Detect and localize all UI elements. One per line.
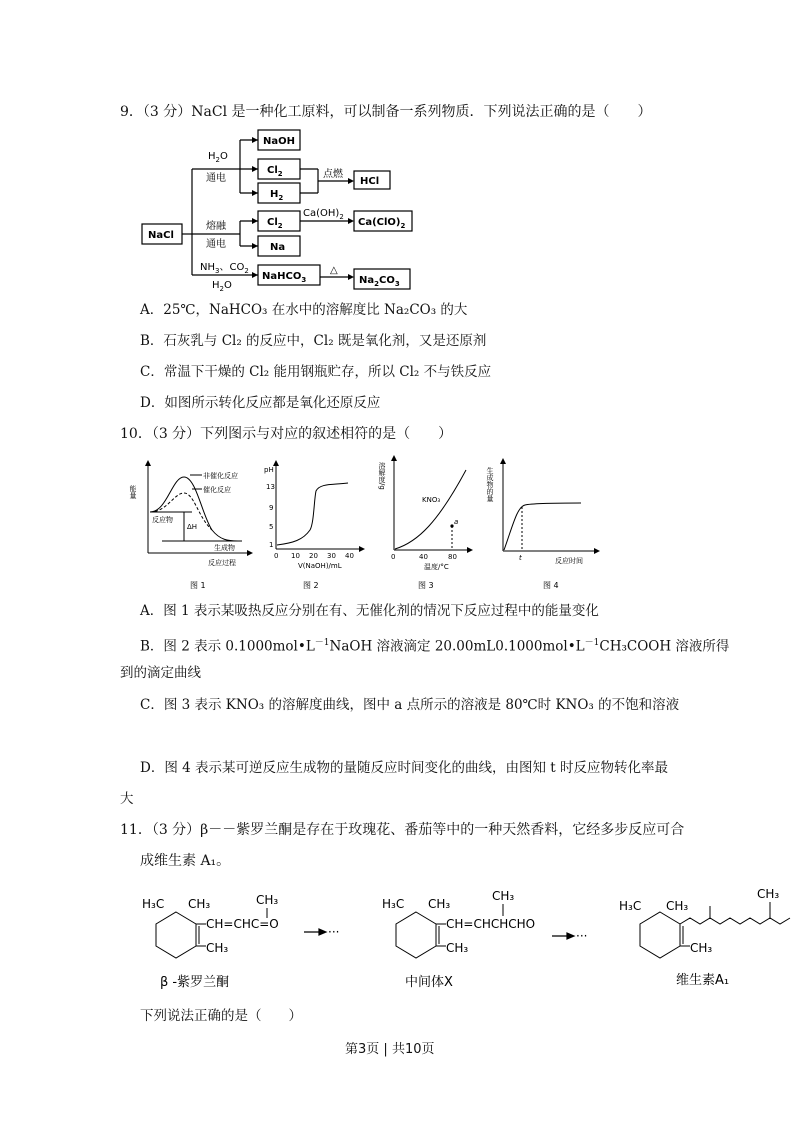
fig3-xtick-40: 40 xyxy=(419,553,428,561)
q9-option-d: D．如图所示转化反应都是氧化还原反应 xyxy=(140,395,381,411)
q10-option-b-line2: 到的滴定曲线 xyxy=(120,665,201,681)
q11-molecules xyxy=(130,880,793,990)
fig1-ylabel: 能量 xyxy=(129,485,137,499)
fig3 xyxy=(378,452,478,595)
fig1-reactant: 反应物 xyxy=(152,516,173,524)
fig4 xyxy=(485,455,600,595)
mol2-ring xyxy=(396,912,436,958)
q9-stem: 9．（3 分）NaCl 是一种化工原料，可以制备一系列物质．下列说法正确的是（ ） xyxy=(120,104,652,120)
caoh2-label: $Ca(OH)_2$ xyxy=(303,208,344,221)
delta-label: △ xyxy=(330,265,338,276)
na-label: Na xyxy=(270,242,286,253)
fig1-xlabel: 反应过程 xyxy=(208,559,236,567)
page-footer xyxy=(345,1038,435,1057)
mol2-ch3a: CH₃ xyxy=(428,897,451,911)
page-number: 第3页 xyxy=(345,1042,380,1057)
h2-label: $H_2$ xyxy=(270,189,284,202)
fig2-xtick-0: 0 xyxy=(274,552,279,560)
fig2-xtick-30: 30 xyxy=(327,552,336,560)
fig2 xyxy=(258,455,368,595)
nh3-co2-label: $NH_3$、$CO_2$ xyxy=(200,262,249,275)
arrow2-dots: ··· xyxy=(576,929,588,943)
q9-option-c: C．常温下干燥的 Cl₂ 能用钢瓶贮存，所以 Cl₂ 不与铁反应 xyxy=(140,364,492,380)
q10-stem: 10．（3 分）下列图示与对应的叙述相符的是（ ） xyxy=(120,426,453,442)
naoh-label: NaOH xyxy=(263,136,295,147)
caclo2-label: $Ca(ClO)_2$ xyxy=(358,217,406,230)
fig3-point: a xyxy=(454,518,459,526)
fig2-ylabel: pH xyxy=(264,466,274,474)
q9-diagram xyxy=(140,125,430,295)
nahco3-label: NaHCO$_3$ xyxy=(262,271,307,284)
fig4-caption: 图 4 xyxy=(543,581,559,590)
fig1-curve2: 催化反应 xyxy=(203,486,231,494)
fig2-xtick-40: 40 xyxy=(345,552,354,560)
tongdian-1-label: 通电 xyxy=(206,173,226,184)
mol2-h3c: H₃C xyxy=(382,897,405,911)
arrow1-dots: ··· xyxy=(328,925,340,939)
mol3-ring xyxy=(640,912,680,958)
mol1-ch3a: CH₃ xyxy=(188,897,211,911)
q11-stem-line2: 成维生素 A₁。 xyxy=(140,853,231,869)
fig1-curve1: 非催化反应 xyxy=(203,472,238,480)
tongdian-2-label: 通电 xyxy=(206,239,226,250)
fig1-caption: 图 1 xyxy=(190,581,206,590)
fig3-xtick-80: 80 xyxy=(448,553,457,561)
fig3-xtick-0: 0 xyxy=(391,553,396,561)
fig2-ytick-9: 9 xyxy=(269,504,274,512)
fig1 xyxy=(129,455,257,595)
q10-option-c: C．图 3 表示 KNO₃ 的溶解度曲线，图中 a 点所示的溶液是 80℃时 KNO₃ 的不饱和溶液 xyxy=(140,697,680,713)
fig3-caption: 图 3 xyxy=(418,581,434,590)
mol3-ch3b: CH₃ xyxy=(690,941,713,955)
page-total: 共10页 xyxy=(391,1042,435,1057)
fig2-xtick-10: 10 xyxy=(291,552,300,560)
na2co3-label: $Na_2CO_3$ xyxy=(359,275,400,288)
q10-option-d-line1: D．图 4 表示某可逆反应生成物的量随反应时间变化的曲线，由图知 t 时反应物转化率最 xyxy=(140,760,669,776)
mol2-chain: CH=CHCHCHO xyxy=(446,917,536,931)
q10-option-a: A．图 1 表示某吸热反应分别在有、无催化剂的情况下反应过程中的能量变化 xyxy=(140,603,599,619)
mol3-h3c: H₃C xyxy=(619,899,642,913)
dianran-label: 点燃 xyxy=(323,169,343,180)
mol1-ch3b: CH₃ xyxy=(206,941,229,955)
mol1-h3c: H₃C xyxy=(142,897,165,911)
fig3-curve: KNO₃ xyxy=(422,496,441,504)
ronghua-label: 熔融 xyxy=(206,221,226,232)
fig1-dh: ΔH xyxy=(187,523,198,531)
q11-question: 下列说法正确的是（ ） xyxy=(140,1008,302,1024)
fig2-ytick-1: 1 xyxy=(269,541,274,549)
mol3-ch3a: CH₃ xyxy=(666,899,689,913)
mol2-ch3b: CH₃ xyxy=(446,941,469,955)
q9-option-a: A．25℃，NaHCO₃ 在水中的溶解度比 Na₂CO₃ 的大 xyxy=(140,302,468,318)
nacl-label: NaCl xyxy=(148,230,174,241)
h2o-bottom-label: $H_2O$ xyxy=(212,280,232,293)
hcl-label: HCl xyxy=(360,176,380,187)
footer-separator: | xyxy=(383,1042,388,1057)
mol2-ch3top: CH₃ xyxy=(492,889,515,903)
fig3-xlabel: 温度/°C xyxy=(424,563,449,571)
fig3-ylabel: 溶解度/g xyxy=(378,462,386,490)
fig2-ytick-13: 13 xyxy=(266,483,275,491)
fig4-t: t xyxy=(519,554,522,562)
mol2-name: 中间体X xyxy=(405,975,453,990)
q10-option-d-line2: 大 xyxy=(120,791,134,807)
fig4-ylabel: 生成物的量 xyxy=(486,467,494,502)
h2o-top-label: $H_2O$ xyxy=(208,151,228,164)
cl2-label-2: $Cl_2$ xyxy=(267,217,283,230)
fig1-product: 生成物 xyxy=(214,544,235,552)
q11-stem-line1: 11．（3 分）β－－紫罗兰酮是存在于玫瑰花、番茄等中的一种天然香料，它经多步反应可合 xyxy=(120,822,685,838)
mol1-ch3top: CH₃ xyxy=(256,893,279,907)
q10-option-b-line1: B．图 2 表示 $0.1000mol•L^{-1}NaOH$ 溶液滴定 $20.00mL0.1000mol•L^{-1}CH_3COOH$ 溶液所得 xyxy=(140,638,730,655)
mol3-ch3top: CH₃ xyxy=(757,887,780,901)
fig2-ytick-5: 5 xyxy=(269,523,274,531)
mol3-name: 维生素A₁ xyxy=(676,973,730,988)
mol1-chain: CH=CHC=O xyxy=(206,917,279,931)
fig2-xtick-20: 20 xyxy=(309,552,318,560)
mol1-name: β -紫罗兰酮 xyxy=(160,975,230,990)
fig2-xlabel: V(NaOH)/mL xyxy=(298,562,342,570)
fig4-xlabel: 反应时间 xyxy=(555,557,583,565)
q9-option-b: B．石灰乳与 Cl₂ 的反应中，Cl₂ 既是氧化剂，又是还原剂 xyxy=(140,333,487,349)
mol1-ring xyxy=(156,912,196,958)
cl2-label-1: $Cl_2$ xyxy=(267,165,283,178)
fig2-caption: 图 2 xyxy=(303,581,319,590)
